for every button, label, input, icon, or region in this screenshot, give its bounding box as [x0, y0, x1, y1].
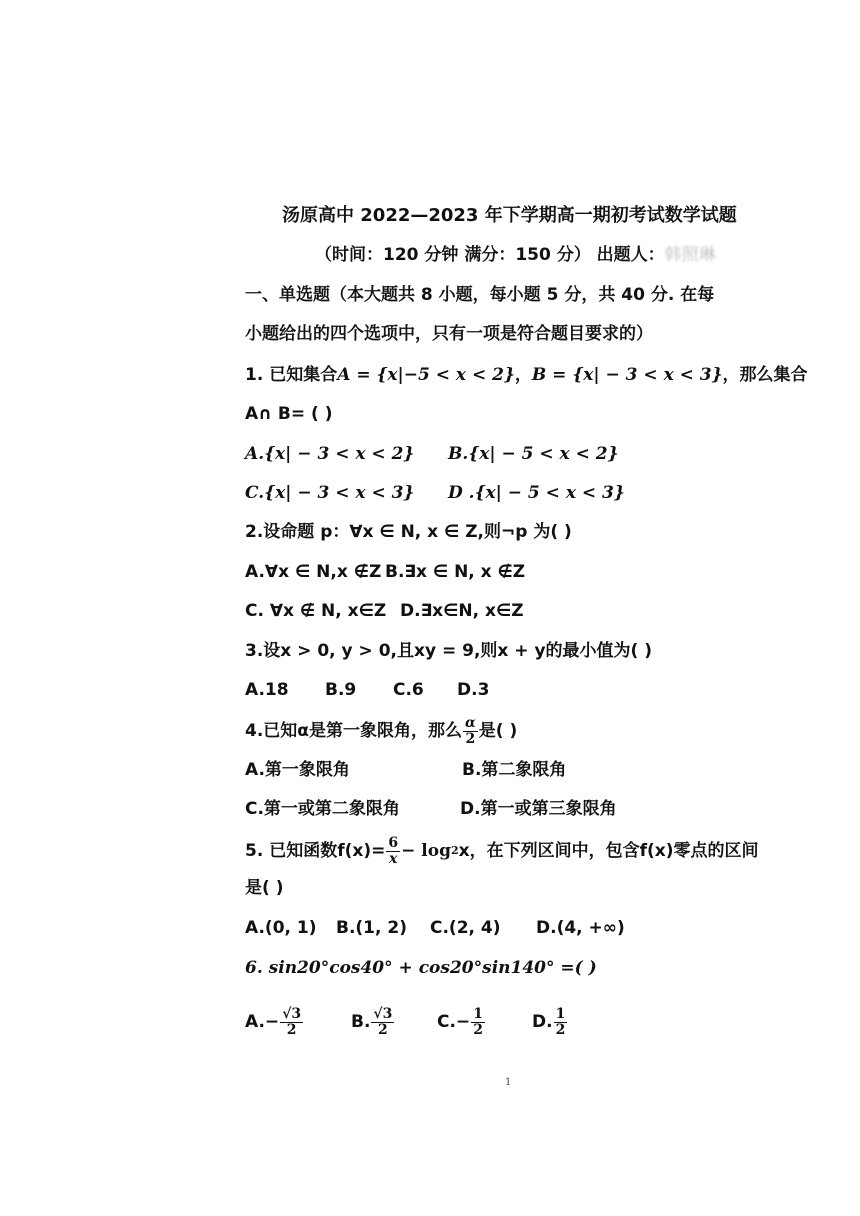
q6-stem: 6. sin20°cos40° + cos20°sin140° =( )	[245, 958, 597, 978]
q2-stem: 2.设命题 p：∀x ∈ N, x ∈ Z,则¬p 为( )	[245, 522, 572, 542]
q4-stem-a: 4.已知α是第一象限角，那么	[245, 721, 462, 741]
q4-stem-b: 是( )	[478, 721, 518, 741]
q5-stem-c: x，在下列区间中，包含f(x)零点的区间	[458, 841, 759, 861]
q1-set-a: A = {x|−5 < x < 2}	[337, 365, 515, 385]
exam-title: 汤原高中 2022—2023 年下学期高一期初考试数学试题	[282, 205, 737, 226]
q6-option-c-prefix: C.−	[437, 1012, 471, 1032]
q2-option-c: C. ∀x ∉ N, x∈Z	[245, 601, 387, 621]
q1-option-c: C.{x| − 3 < x < 3}	[245, 483, 415, 503]
exam-info-text: （时间：120 分钟 满分：150 分） 出题人：	[315, 245, 665, 265]
q6-option-b-fraction	[371, 1007, 394, 1038]
q4-option-a: A.第一象限角	[245, 760, 350, 780]
q1-option-a: A.{x| − 3 < x < 2}	[245, 444, 415, 464]
exam-info	[315, 244, 716, 266]
page-number: 1	[505, 1077, 512, 1088]
q5-fraction	[386, 836, 400, 867]
q1-suffix: ，那么集合	[722, 365, 808, 385]
q2-option-a: A.∀x ∈ N,x ∉Z	[245, 562, 382, 582]
q3-option-a: A.18	[245, 680, 289, 700]
q3-option-c: C.6	[393, 680, 424, 700]
q1-set-b: B = {x| − 3 < x < 3}	[531, 365, 723, 385]
q5-option-d: D.(4, +∞)	[536, 918, 625, 938]
section-heading-line1: 一、单选题（本大题共 8 小题，每小题 5 分，共 40 分. 在每	[245, 285, 715, 305]
q6-c-den: 2	[473, 1021, 483, 1038]
q1-option-b: B.{x| − 5 < x < 2}	[448, 444, 619, 464]
q6-option-a	[245, 1002, 304, 1042]
q1-prefix: 1. 已知集合	[245, 365, 338, 385]
q6-d-num: 1	[555, 1005, 566, 1022]
q5-frac-num: 6	[388, 834, 399, 851]
author-name-obscured: 韩照琳	[664, 245, 716, 265]
q5-option-b: B.(1, 2)	[336, 918, 407, 938]
q5-option-c: C.(2, 4)	[430, 918, 501, 938]
q6-option-b-prefix: B.	[351, 1012, 371, 1032]
q6-option-a-prefix: A.−	[245, 1012, 280, 1032]
q4-stem	[245, 714, 517, 748]
section-heading-line2: 小题给出的四个选项中，只有一项是符合题目要求的）	[245, 324, 653, 344]
q5-option-a: A.(0, 1)	[245, 918, 317, 938]
q5-log-base: 2	[450, 844, 459, 857]
q4-frac-num: α	[464, 714, 476, 731]
q5-stem-line2: 是( )	[245, 878, 284, 898]
q1-sep: ，	[514, 365, 532, 385]
q6-option-c-fraction	[471, 1007, 485, 1038]
q4-option-c: C.第一或第二象限角	[245, 799, 400, 819]
q6-a-num: √3	[282, 1005, 302, 1022]
q3-option-d: D.3	[457, 680, 490, 700]
q6-option-d	[532, 1002, 568, 1042]
q2-option-d: D.∃x∈N, x∈Z	[400, 601, 524, 621]
q5-frac-den: x	[389, 850, 398, 867]
q6-option-b	[351, 1002, 395, 1042]
q1-stem	[245, 364, 808, 386]
q4-option-d: D.第一或第三象限角	[460, 799, 617, 819]
q6-d-den: 2	[555, 1021, 566, 1038]
q5-stem	[245, 834, 759, 868]
q4-fraction	[463, 716, 478, 747]
q6-a-den: 2	[286, 1021, 297, 1038]
q6-option-d-prefix: D.	[532, 1012, 553, 1032]
q6-b-num: √3	[373, 1005, 393, 1022]
q2-option-b: B.∃x ∈ N, x ∉Z	[385, 562, 526, 582]
q6-c-num: 1	[473, 1005, 483, 1022]
q3-stem: 3.设x > 0, y > 0,且xy = 9,则x + y的最小值为( )	[245, 641, 652, 661]
q6-option-c	[437, 1002, 486, 1042]
q3-option-b: B.9	[325, 680, 357, 700]
q6-option-d-fraction	[554, 1007, 568, 1038]
q4-option-b: B.第二象限角	[462, 760, 567, 780]
q6-b-den: 2	[378, 1021, 388, 1038]
q6-option-a-fraction	[280, 1007, 303, 1038]
q1-option-d: D .{x| − 5 < x < 3}	[448, 483, 625, 503]
q5-stem-a: 5. 已知函数f(x)=	[245, 841, 386, 861]
q4-frac-den: 2	[465, 730, 476, 747]
q1-stem-line2: A∩ B= ( )	[245, 404, 333, 424]
q5-stem-b: − log	[401, 841, 451, 861]
